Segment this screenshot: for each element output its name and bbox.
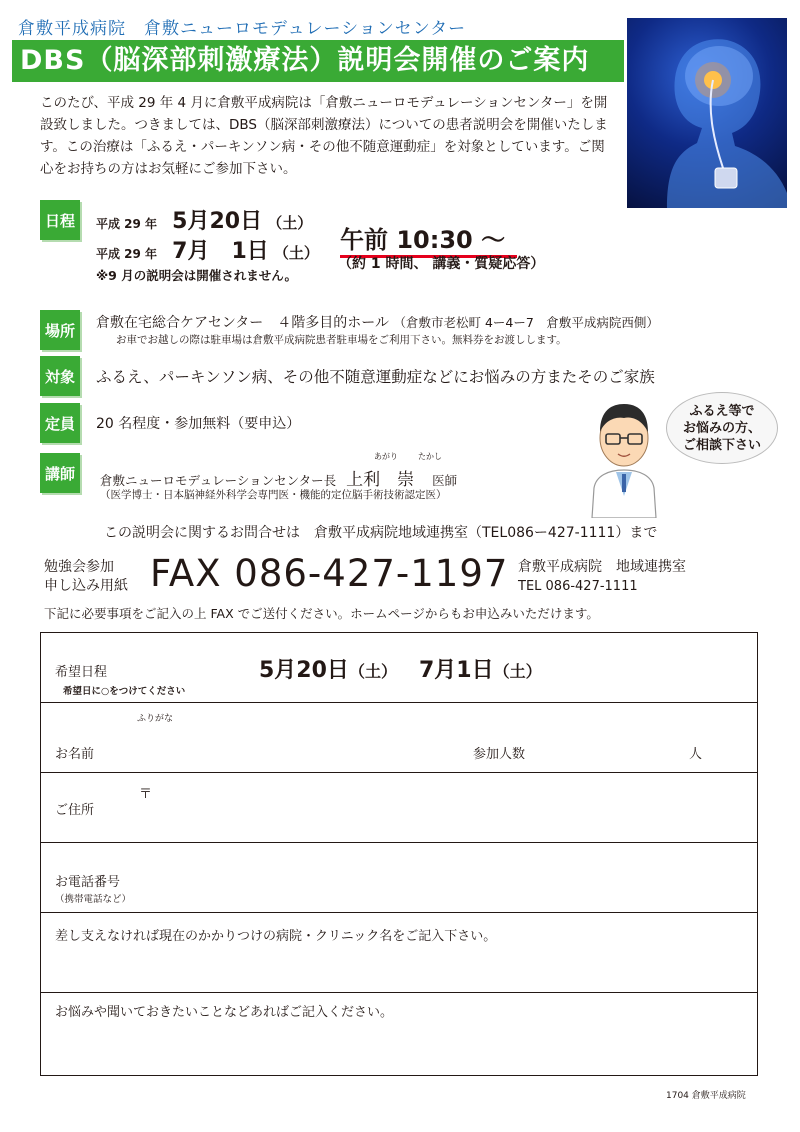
bubble-line-3: ご相談下さい xyxy=(682,437,761,453)
fax-label-line-1: 勉強会参加 xyxy=(44,559,114,575)
date-option-2[interactable] xyxy=(419,653,542,684)
phone-field-hint: （携帯電話など） xyxy=(55,894,132,905)
name-field-label: お名前 xyxy=(55,747,95,762)
bubble-line-2: お悩みの方、 xyxy=(682,420,761,436)
phone-field-label: お電話番号 xyxy=(55,875,121,890)
attendee-count-unit: 人 xyxy=(689,747,703,762)
date-option-1[interactable] xyxy=(259,653,397,684)
form-instructions: 下記に必要事項をご記入の上 FAX でご送付ください。ホームページからもお申込みいただけます。 xyxy=(44,606,599,621)
date-option-2-date: 7月1日 xyxy=(419,658,494,683)
concerns-field-label: お悩みや聞いておきたいことなどあればご記入ください。 xyxy=(55,1005,394,1020)
bubble-line-1: ふるえ等で xyxy=(689,403,755,419)
date-option-2-dow: （土） xyxy=(493,662,542,681)
date-option-1-dow: （土） xyxy=(348,662,397,681)
page-title: DBS（脳深部刺激療法）説明会開催のご案内 xyxy=(12,40,624,82)
schedule-date-1: 5月20日 xyxy=(172,209,263,234)
venue-name: 倉敷在宅総合ケアセンター ４階多目的ホール xyxy=(96,315,390,331)
preferred-date-label: 希望日程 xyxy=(55,665,108,680)
target-label: 対象 xyxy=(40,356,80,396)
lecturer-name: 上利 崇 xyxy=(346,470,415,490)
fax-label-line-2: 申し込み用紙 xyxy=(44,578,128,594)
schedule-dow-2: （土） xyxy=(273,244,319,262)
doctor-illustration xyxy=(584,396,664,518)
form-row-clinic[interactable] xyxy=(41,913,757,993)
lecturer-ruby-given: たかし xyxy=(418,452,442,461)
lecturer-role: 倉敷ニューロモデュレーションセンター長 xyxy=(100,473,337,488)
fax-label xyxy=(44,558,128,596)
schedule-era-1: 平成 29 年 xyxy=(96,217,158,231)
consultation-bubble xyxy=(666,392,778,464)
schedule-time: 午前 10:30 ～ xyxy=(340,220,517,258)
venue-label: 場所 xyxy=(40,310,80,350)
schedule-note: ※9 月の説明会は開催されません。 xyxy=(96,268,297,283)
lecturer-label: 講師 xyxy=(40,453,80,493)
contact-info: この説明会に関するお問合せは 倉敷平成病院地域連携室（TEL086ー427-1111）まで xyxy=(104,525,658,541)
lecturer-title: 医師 xyxy=(432,473,458,488)
document-footer: 1704 倉敷平成病院 xyxy=(666,1091,746,1101)
schedule-dow-1: （土） xyxy=(267,214,313,232)
date-option-1-date: 5月20日 xyxy=(259,658,349,683)
schedule-label: 日程 xyxy=(40,200,80,240)
fax-tel: TEL 086-427-1111 xyxy=(518,579,638,594)
schedule-date-2: 7月 1日 xyxy=(172,239,269,264)
capacity-text: 20 名程度・参加無料（要申込） xyxy=(96,416,301,432)
organization-header: 倉敷平成病院 倉敷ニューロモデュレーションセンター xyxy=(18,19,467,39)
schedule-era-2: 平成 29 年 xyxy=(96,247,158,261)
fax-number: FAX 086-427-1197 xyxy=(150,552,509,595)
intro-paragraph: このたび、平成 29 年 4 月に倉敷平成病院は「倉敷ニューロモデュレーションセンター」を開設致しました。つきましては、DBS（脳深部刺激療法）についての患者説明会を開催いたします。この治療は「ふるえ・パーキンソン病・その他不随意運動症」を対象としています。ご関心をお持ちの方はお気軽にご参加下さい。 xyxy=(40,95,608,177)
address-field-label: ご住所 xyxy=(55,803,95,818)
form-row-date xyxy=(41,633,757,703)
application-form xyxy=(40,632,758,1076)
venue-address: （倉敷市老松町 4ー4ー7 倉敷平成病院西側） xyxy=(393,315,659,330)
target-text: ふるえ、パーキンソン病、その他不随意運動症などにお悩みの方またそのご家族 xyxy=(96,368,655,386)
form-row-name[interactable] xyxy=(41,703,757,773)
furigana-label: ふりがな xyxy=(137,714,174,724)
lecturer-credentials: （医学博士・日本脳神経外科学会専門医・機能的定位脳手術技術認定医） xyxy=(100,489,447,501)
lecturer-ruby-surname: あがり xyxy=(374,452,398,461)
attendee-count-label: 参加人数 xyxy=(473,747,526,762)
fax-department: 倉敷平成病院 地域連携室 xyxy=(518,559,686,575)
clinic-field-label: 差し支えなければ現在のかかりつけの病院・クリニック名をご記入下さい。 xyxy=(55,929,497,944)
schedule-duration: （約 1 時間、 講義・質疑応答） xyxy=(338,256,545,272)
brain-illustration xyxy=(627,18,787,208)
preferred-date-hint: 希望日に○をつけてください xyxy=(63,686,186,697)
capacity-label: 定員 xyxy=(40,403,80,443)
form-row-phone[interactable] xyxy=(41,843,757,913)
form-row-concerns[interactable] xyxy=(41,993,757,1075)
postal-mark: 〒 xyxy=(139,787,153,802)
form-row-address[interactable] xyxy=(41,773,757,843)
venue-parking-note: お車でお越しの際は駐車場は倉敷平成病院患者駐車場をご利用下さい。無料券をお渡しします。 xyxy=(116,334,567,346)
